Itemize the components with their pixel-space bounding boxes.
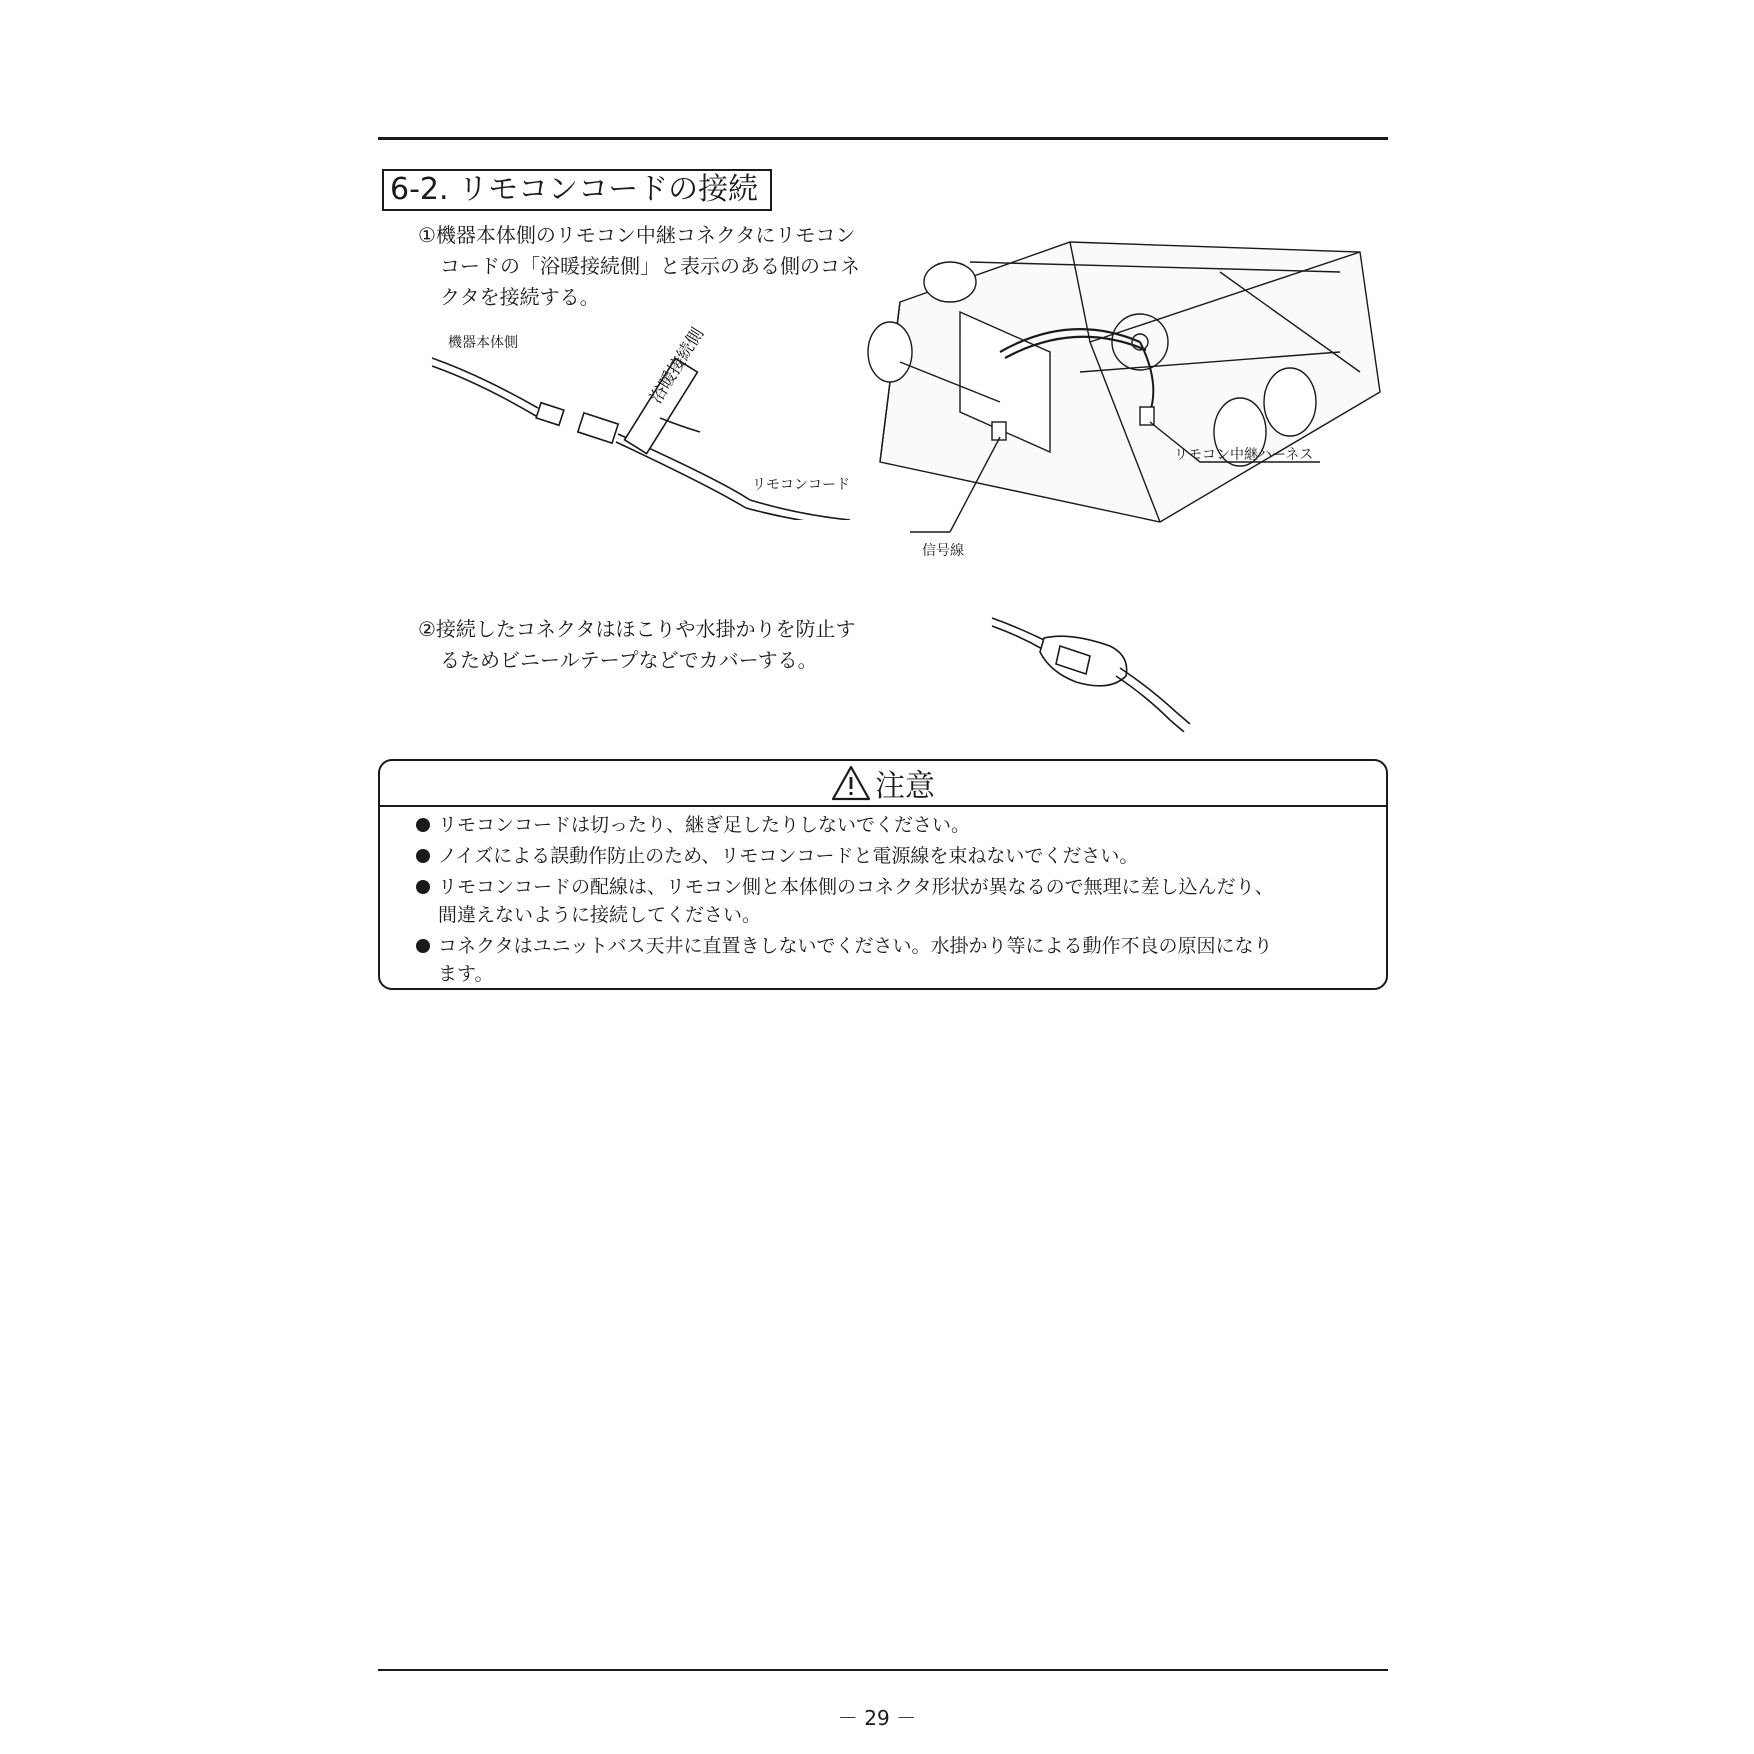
caution-list	[380, 807, 1386, 988]
taped-connector-illustration	[990, 612, 1200, 732]
label-harness: リモコン中継ハーネス	[1174, 447, 1314, 463]
bullet-icon	[416, 880, 430, 894]
caution-item-3-line-1: リモコンコードの配線は、リモコン側と本体側のコネクタ形状が異なるので無理に差し込んだり、	[438, 876, 1274, 898]
warning-triangle-icon	[831, 765, 871, 801]
label-main-body: 機器本体側	[448, 335, 518, 351]
caution-title: 注意	[875, 769, 935, 804]
caution-item-3	[416, 873, 1366, 929]
label-cord: リモコンコード	[752, 477, 850, 493]
bottom-rule	[378, 1669, 1388, 1671]
step-1-line-2: コードの「浴暖接続側」と表示のある側のコネ	[440, 254, 860, 278]
caution-item-1-line-1: リモコンコードは切ったり、継ぎ足したりしないでください。	[438, 814, 971, 836]
caution-header	[380, 761, 1386, 807]
label-tag: 浴暖接続側	[646, 324, 709, 408]
caution-item-4-line-2: ます。	[438, 963, 494, 985]
unit-body-figure	[840, 232, 1390, 577]
caution-item-4	[416, 932, 1366, 988]
unit-illustration	[840, 232, 1390, 577]
caution-box	[378, 759, 1388, 990]
caution-item-3-line-2: 間違えないように接続してください。	[438, 904, 762, 926]
step-2-line-2: るためビニールテープなどでカバーする。	[440, 648, 818, 672]
step-1-text	[418, 220, 860, 313]
caution-item-2	[416, 842, 1366, 870]
section-title: 6-2. リモコンコードの接続	[382, 169, 772, 211]
bullet-icon	[416, 849, 430, 863]
caution-item-2-line-1: ノイズによる誤動作防止のため、リモコンコードと電源線を束ねないでください。	[438, 845, 1139, 867]
top-rule	[378, 137, 1388, 140]
label-signal: 信号線	[922, 543, 964, 559]
cord-connection-figure	[420, 324, 860, 520]
taped-connector-figure	[990, 612, 1200, 732]
step-1-line-3: クタを接続する。	[440, 285, 600, 309]
page-number: － 29 －	[837, 1706, 917, 1730]
bullet-icon	[416, 939, 430, 953]
step-1-line-1: ①機器本体側のリモコン中継コネクタにリモコン	[418, 223, 856, 247]
step-2-text	[418, 614, 856, 676]
caution-item-1	[416, 811, 1366, 839]
bullet-icon	[416, 818, 430, 832]
caution-item-4-line-1: コネクタはユニットバス天井に直置きしないでください。水掛かり等による動作不良の原因になり	[438, 935, 1273, 957]
step-2-line-1: ②接続したコネクタはほこりや水掛かりを防止す	[418, 617, 856, 641]
